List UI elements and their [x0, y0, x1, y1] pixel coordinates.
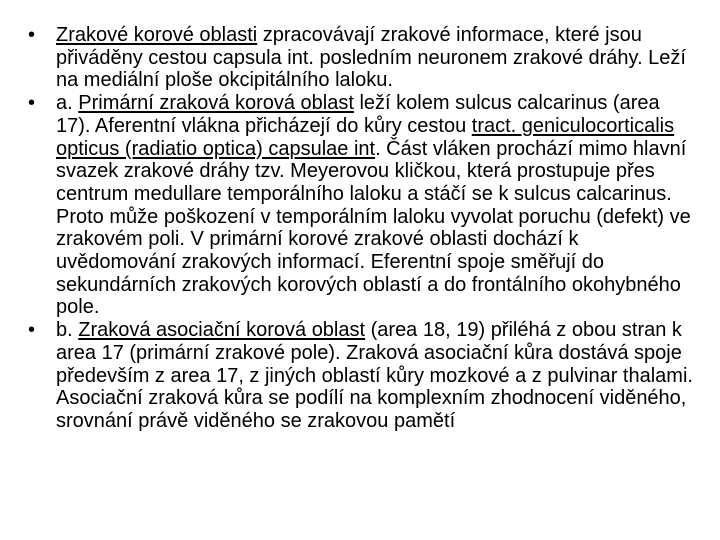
bullet-text-a: leží kolem sulcus calcarinus (area 17). Aferentní vlákna přicházejí do kůry cestou [56, 92, 660, 137]
bullet-lead: a. [56, 92, 79, 115]
bullet-item-primary-visual-cortex [28, 92, 694, 319]
bullet-item-visual-cortex-intro [28, 24, 694, 92]
term-primary-visual-cortex[interactable]: Primární zraková korová oblast [78, 92, 354, 115]
bullet-marker: • [28, 24, 36, 46]
term-visual-association-cortex[interactable]: Zraková asociační korová oblast [78, 319, 366, 342]
bullet-lead: b. [56, 319, 79, 342]
bullet-marker: • [28, 92, 36, 115]
bullet-item-visual-association-cortex [28, 319, 694, 433]
term-visual-cortical-areas[interactable]: Zrakové korové oblasti [56, 24, 258, 46]
bullet-text-b: . Část vláken prochází mimo hlavní svazek zrakové dráhy tzv. Meyerovou kličkou, která prostupuje přes centrum medullare temporálního laloku a stáčí se k sulcus calcarinus. Proto může poškození v temporálním laloku vyvolat poruchu (defekt) ve zrakovém poli. V primární korové zrakové oblasti dochází k uvědomování zrakových informací. Eferentní spoje směřují do sekundárních zrakových korových oblastí a do frontálního okohybného pole. [56, 137, 691, 319]
bullet-text: zpracovávají zrakové informace, které jsou přiváděny cestou capsula int. posledním neuronem zrakové dráhy. Leží na mediální ploše okcipitálního laloku. [56, 24, 686, 92]
bullet-text: (area 18, 19) přiléhá z obou stran k area 17 (primární zrakové pole). Zraková asociační kůra dostává spoje především z area 17, z jiných oblastí kůry mozkové a z pulvinar thalami. Asociační zraková kůra se podílí na komplexním zhodnocení viděného, srovnání právě viděného se zrakovou pamětí [56, 319, 693, 432]
term-geniculocortical-tract[interactable]: tract. geniculocorticalis opticus (radiatio optica) capsulae int [56, 114, 675, 160]
bullet-list [28, 24, 694, 433]
bullet-marker: • [28, 319, 36, 342]
